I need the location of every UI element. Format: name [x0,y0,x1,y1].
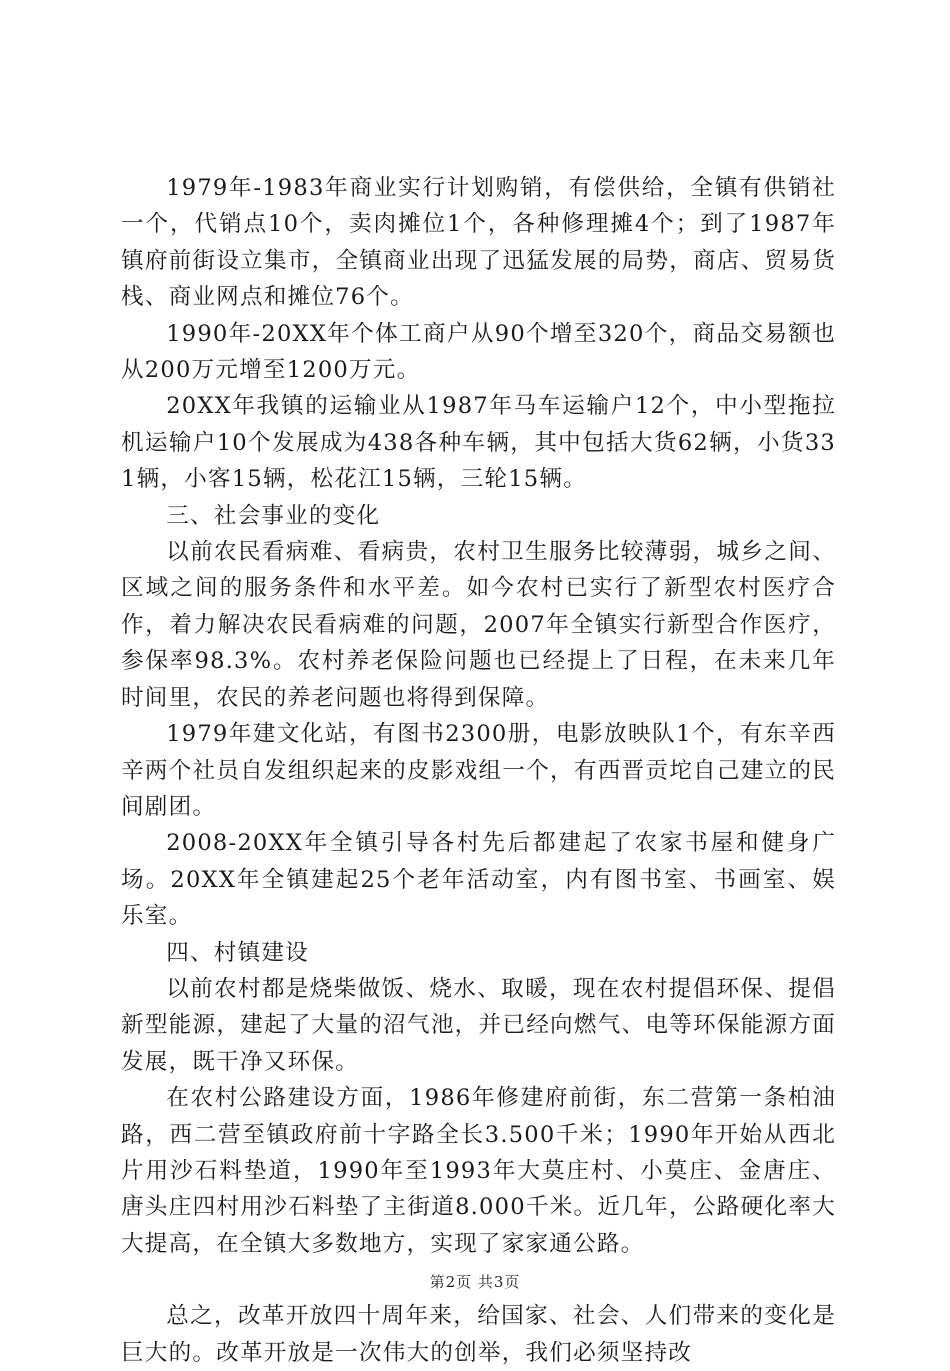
paragraph-library-square: 2008-20XX年全镇引导各村先后都建起了农家书屋和健身广场。20XX年全镇建起25个老年活动室，内有图书室、书画室、娱乐室。 [121,830,836,930]
paragraph-commerce-1979: 1979年-1983年商业实行计划购销，有偿供给，全镇有供销社一个，代销点10个，卖肉摊位1个，各种修理摊4个；到了1987年镇府前街设立集市，全镇商业出现了迅猛发展的局势，商店、贸易货栈、商业网点和摊位76个。 [121,175,836,311]
paragraph-conclusion: 总之，改革开放四十周年来，给国家、社会、人们带来的变化是巨大的。改革开放是一次伟大的创举，我们必须坚持改 [121,1303,836,1366]
section-heading-social: 三、社会事业的变化 [166,502,381,529]
paragraph-transport: 20XX年我镇的运输业从1987年马车运输户12个，中小型拖拉机运输户10个发展成为438各种车辆，其中包括大货62辆，小货331辆，小客15辆，松花江15辆，三轮15辆。 [121,393,836,493]
paragraph-commerce-1990: 1990年-20XX年个体工商户从90个增至320个，商品交易额也从200万元增至1200万元。 [121,320,836,384]
page-footer: 第2页 共3页 [429,1273,521,1291]
section-heading-village: 四、村镇建设 [166,939,309,966]
paragraph-culture-station: 1979年建文化站，有图书2300册，电影放映队1个，有东辛西辛两个社员自发组织起来的皮影戏组一个，有西晋贡坨自己建立的民间剧团。 [121,721,836,820]
document-body [121,170,836,1371]
paragraph-healthcare: 以前农民看病难、看病贵，农村卫生服务比较薄弱，城乡之间、区域之间的服务条件和水平差。如今农村已实行了新型农村医疗合作，着力解决农民看病难的问题，2007年全镇实行新型合作医疗，参保率98.3%。农村养老保险问题也已经提上了日程，在未来几年时间里，农民的养老问题也将得到保障。 [121,539,836,711]
paragraph-roads: 在农村公路建设方面，1986年修建府前街，东二营第一条柏油路，西二营至镇政府前十字路全长3.500千米；1990年开始从西北片用沙石料垫道，1990年至1993年大莫庄村、小莫庄、金唐庄、唐头庄四村用沙石料垫了主街道8.000千米。近几年，公路硬化率大大提高，在全镇大多数地方，实现了家家通公路。 [121,1085,836,1257]
paragraph-energy: 以前农村都是烧柴做饭、烧水、取暖，现在农村提倡环保、提倡新型能源，建起了大量的沼气池，并已经向燃气、电等环保能源方面发展，既干净又环保。 [121,975,836,1075]
